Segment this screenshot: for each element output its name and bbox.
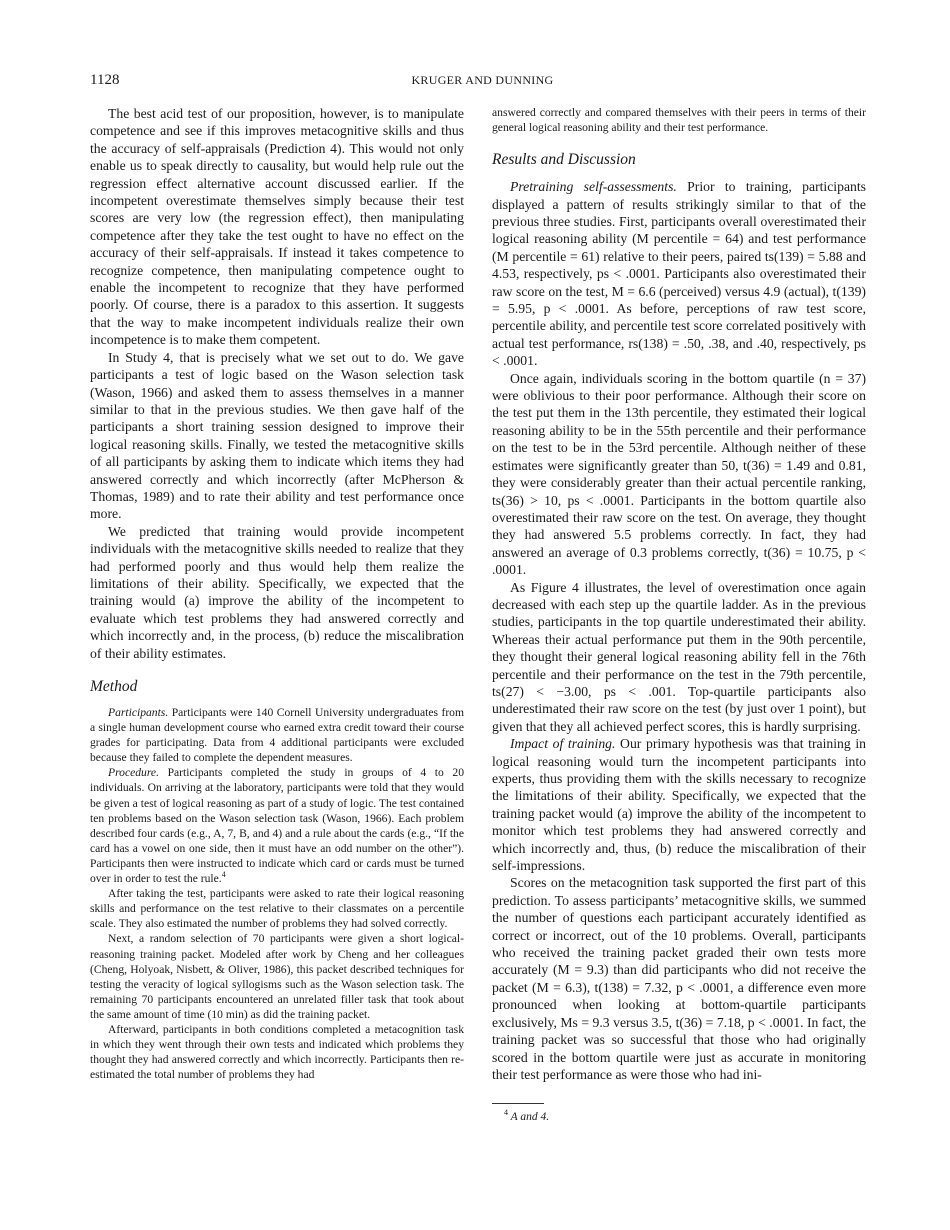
impact-paragraph xyxy=(492,735,866,874)
running-head: KRUGER AND DUNNING xyxy=(411,73,554,87)
bottom-quartile-paragraph: Once again, individuals scoring in the bottom quartile (n = 37) were oblivious to their poor performance. Although their score on the test put them in the 13th percentile, they estimated their logical reasoning ability to be in the 55th percentile and their performance on the test to be in the 53rd percentile. Although neither of these estimates were significantly greater than 50, t(36) = 1.49 and 0.81, they were considerably greater than their actual percentile ranking, ts(36) > 10, ps < .0001. Participants in the bottom quartile also overestimated their raw score on the test. On average, they thought they had answered 5.5 problems correctly. In fact, they had answered an average of 0.3 problems correctly, t(36) = 10.75, p < .0001. xyxy=(492,370,866,578)
procedure-text: Participants completed the study in groups of 4 to 20 individuals. On arriving at the laboratory, participants were told that they would be given a test of logical reasoning as part of a study of logic. The test contained ten problems based on the Wason selection task (Wason, 1966). Each problem described four cards (e.g., A, 7, B, and 4) and a rule about the cards (e.g., “If the card has a vowel on one side, then it must have an odd number on the other”). Participants then were instructed to indicate which card or cards must be turned over in order to test the rule. xyxy=(90,766,464,886)
footnote-reference: 4 xyxy=(221,870,226,880)
participants-label: Participants. xyxy=(108,706,169,719)
impact-label: Impact of training. xyxy=(510,736,616,752)
footnote xyxy=(492,1110,866,1125)
pretraining-paragraph xyxy=(492,178,866,369)
footnote-divider xyxy=(492,1103,544,1104)
left-column xyxy=(90,105,464,1082)
page-number: 1128 xyxy=(90,72,120,88)
continued-paragraph: answered correctly and compared themselves with their peers in terms of their general logical reasoning ability and their test performance. xyxy=(492,106,866,135)
after-test-paragraph: After taking the test, participants were asked to rate their logical reasoning skills and performance on the test relative to their classmates on a percentile scale. They also estimated the number of problems they had solved correctly. xyxy=(90,887,464,931)
results-heading: Results and Discussion xyxy=(492,151,636,169)
footnote-mark: 4 xyxy=(504,1108,508,1118)
training-paragraph: Next, a random selection of 70 participants were given a short logical-reasoning training packet. Modeled after work by Cheng and her colleagues (Cheng, Holyoak, Nisbett, & Oliver, 1986), this packet described techniques for testing the veracity of logical syllogisms such as the Wason selection task. The remaining 70 participants encountered an unrelated filler task that took about the same amount of time (10 min) as did the training packet. xyxy=(90,932,464,1021)
right-column xyxy=(492,105,866,1125)
metacognition-scores-paragraph: Scores on the metacognition task supported the first part of this prediction. To assess participants’ metacognitive skills, we summed the number of questions each participant accurately identified as correct or incorrect, out of the 10 problems. Overall, participants who received the training packet graded their own tests more accurately (M = 9.3) than did participants who did not receive the packet (M = 6.3), t(138) = 7.32, p < .0001, a difference even more pronounced when looking at bottom-quartile participants exclusively, Ms = 9.3 versus 3.5, t(36) = 7.18, p < .0001. In fact, the training packet was so successful that those who had originally scored in the bottom quartile were just as accurate in monitoring their test performance as were those who had ini- xyxy=(492,875,866,1082)
intro-paragraph-1: The best acid test of our proposition, however, is to manipulate competence and see if this improves metacognitive skills and thus the accuracy of self-appraisals (Prediction 4). This would not only enable us to speak directly to causality, but would help rule out the regression effect alternative account discussed earlier. If the incompetent overestimate themselves simply because their test scores are very low (the regression effect), then manipulating competence after they take the test ought to have no effect on the accuracy of their self-appraisals. If instead it takes competence to recognize competence, then manipulating competence ought to enable the incompetent to recognize that they have performed poorly. Of course, there is a paradox to this assertion. It suggests that the way to make incompetent individuals realize their own incompetence is to make them competent. xyxy=(90,106,464,348)
intro-paragraph-3: We predicted that training would provide incompetent individuals with the metacognitive skills needed to realize that they had performed poorly and thus would help them realize the limitations of their ability. Specifically, we expected that the training would (a) improve the ability of the incompetent to evaluate which test problems they had answered correctly and which incorrectly and, in the process, (b) reduce the miscalibration of their ability estimates. xyxy=(90,523,464,661)
method-heading: Method xyxy=(90,678,138,695)
metacognition-task-paragraph: Afterward, participants in both conditions completed a metacognition task in which they went through their own tests and indicated which problems they thought they had answered correctly and which incorrectly. Participants then re-estimated the total number of problems they had xyxy=(90,1022,464,1082)
participants-paragraph xyxy=(90,705,464,765)
pretraining-text: Prior to training, participants displayed a pattern of results strikingly similar to that of the previous three studies. First, participants overall overestimated their logical reasoning ability (M percentile = 64) and test performance (M percentile = 61) relative to their peers, paired ts(139) = 5.88 and 4.53, respectively, ps < .0001. Participants also overestimated their raw score on the test, M = 6.6 (perceived) versus 4.9 (actual), t(139) = 5.95, p < .0001. As before, perceptions of raw test score, percentile ability, and percentile test score correlated positively with actual test performance, rs(138) = .50, .38, and .40, respectively, ps < .0001. xyxy=(492,179,867,369)
pretraining-label: Pretraining self-assessments. xyxy=(510,179,677,195)
procedure-paragraph xyxy=(90,765,464,886)
procedure-label: Procedure. xyxy=(108,766,159,780)
footnote-text: A and 4. xyxy=(508,1111,550,1124)
intro-paragraph-2: In Study 4, that is precisely what we set out to do. We gave participants a test of logic based on the Wason selection task (Wason, 1966) and asked them to assess themselves in a manner similar to that in the previous studies. We then gave half of the participants a short training session designed to improve their logical reasoning skills. Finally, we tested the metacognitive skills of all participants by asking them to indicate which items they had answered correctly and which incorrectly (after McPherson & Thomas, 1989) and to rate their ability and test performance once more. xyxy=(90,349,464,522)
participants-text: Participants were 140 Cornell University undergraduates from a single human development course who earned extra credit toward their course grades for participating. Data from 4 additional participants were excluded because they failed to complete the dependent measures. xyxy=(90,706,464,765)
figure-4-paragraph: As Figure 4 illustrates, the level of overestimation once again decreased with each step up the quartile ladder. As in the previous studies, participants in the top quartile underestimated their ability. Whereas their actual performance put them in the 90th percentile, they thought their general logical reasoning ability fell in the 76th percentile and their performance on the test in the 79th percentile, ts(27) < −3.00, ps < .001. Top-quartile participants also underestimated their raw score on the test (by just over 1 point), but given that they all achieved perfect scores, this is hardly surprising. xyxy=(492,579,866,734)
impact-text: Our primary hypothesis was that training in logical reasoning would turn the incompetent participants into experts, thus providing them with the skills necessary to recognize the limitations of their ability. Specifically, we expected that the training packet would (a) improve the ability of the incompetent to monitor which test problems they had answered correctly and which incorrectly and, thus, (b) reduce the miscalibration of their self-impressions. xyxy=(492,736,866,874)
page-header xyxy=(90,72,875,92)
